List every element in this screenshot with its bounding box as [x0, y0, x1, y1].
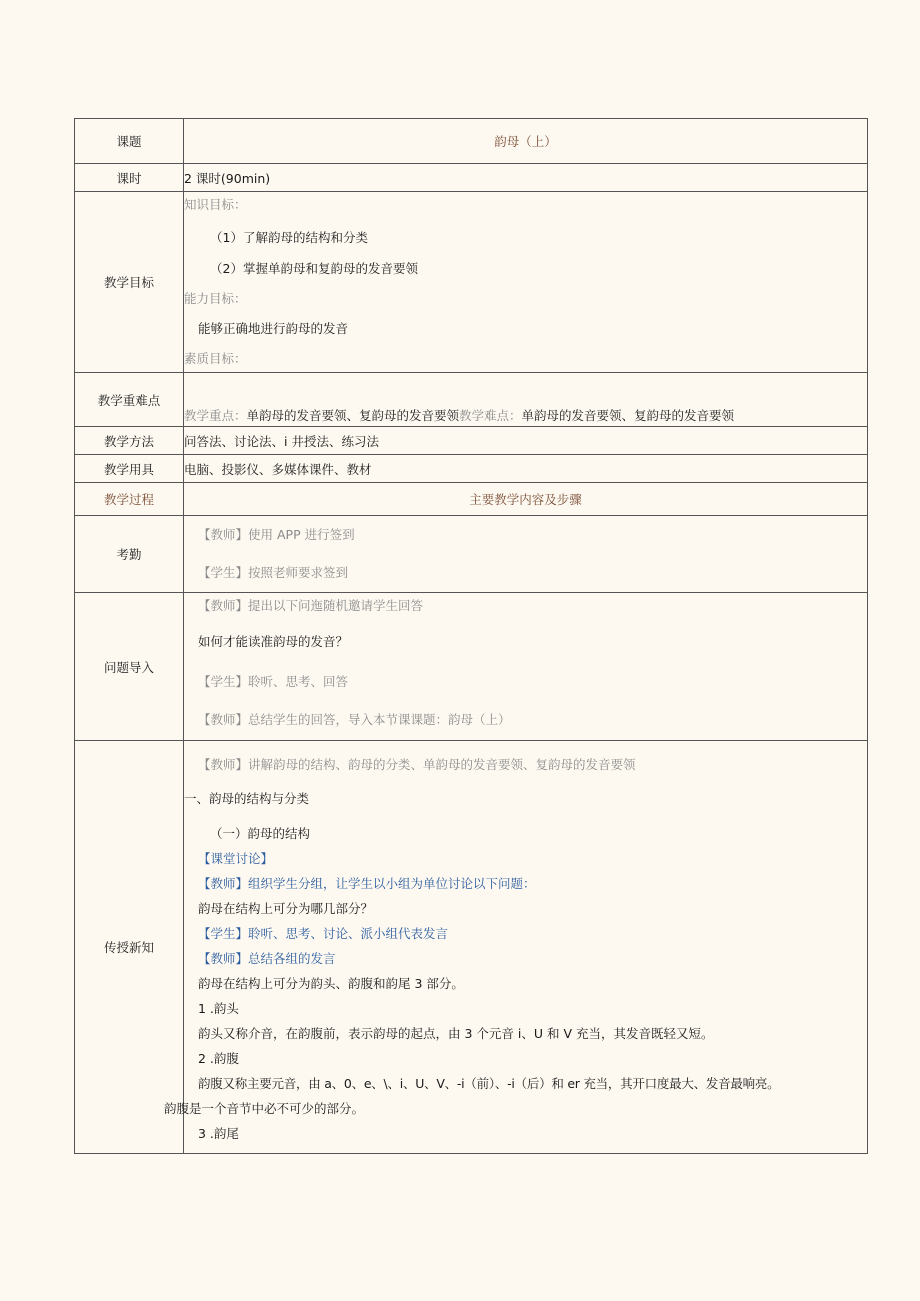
- hours-value: 2 课时(90min): [184, 164, 868, 192]
- attendance-label: 考勤: [75, 516, 184, 593]
- process-header-right: 主要教学内容及步骤: [184, 483, 868, 516]
- new-content-label: 传授新知: [75, 741, 184, 1154]
- row-hours: [75, 164, 868, 192]
- knowledge-item-1: （1）了解韵母的结构和分类: [210, 230, 368, 245]
- content-line-7: 【学生】聆听、思考、讨论、派小组代表发言: [198, 926, 449, 941]
- methods-label: 教学方法: [75, 427, 184, 455]
- content-line-12: 2 .韵腹: [198, 1051, 239, 1066]
- topic-title: 韵母（上）: [184, 119, 868, 164]
- ability-heading: 能力目标：: [184, 291, 247, 306]
- intro-line-1: 【教师】提出以下问迤随机邀请学生回答: [198, 598, 424, 613]
- process-header-left: 教学过程: [75, 483, 184, 516]
- objectives-label: 教学目标: [75, 192, 184, 373]
- methods-value: 问答法、讨论法、i 井授法、练习法: [184, 427, 868, 455]
- content-line-5: 【教师】组织学生分组，让学生以小组为单位讨论以下问题：: [198, 876, 536, 891]
- knowledge-item-2: （2）掌握单韵母和复韵母的发音要领: [210, 261, 418, 276]
- difficult-label: 教学难点：: [459, 408, 522, 423]
- content-line-4: 【课堂讨论】: [198, 851, 274, 866]
- content-line-14: 韵腹是一个音节中必不可少的部分。: [164, 1101, 365, 1116]
- row-attendance: [75, 516, 868, 593]
- row-key-points: [75, 373, 868, 427]
- key-points-label: 教学重难点: [75, 373, 184, 427]
- content-line-11: 韵头又称介音，在韵腹前，表示韵母的起点，由 3 个元音 i、U 和 V 充当，其发音既轻又短。: [198, 1026, 714, 1041]
- content-line-6: 韵母在结构上可分为哪几部分？: [198, 901, 374, 916]
- knowledge-heading: 知识目标：: [184, 197, 247, 212]
- row-objectives: [75, 192, 868, 373]
- intro-line-4: 【教师】总结学生的回答，导入本节课课题：韵母（上）: [198, 712, 511, 727]
- difficult-text: 单韵母的发音要领、复韵母的发音要领: [521, 408, 735, 423]
- row-methods: [75, 427, 868, 455]
- row-tools: [75, 455, 868, 483]
- content-line-1: 【教师】讲解韵母的结构、韵母的分类、单韵母的发音要领、复韵母的发音要领: [198, 757, 636, 772]
- content-line-13: 韵腹又称主要元音，由 a、0、e、\、i、U、V、-i（前）、-i（后）和 er 充当，其开口度最大、发音最响亮。: [198, 1076, 780, 1091]
- quality-heading: 素质目标：: [184, 351, 247, 366]
- content-line-8: 【教师】总结各组的发言: [198, 951, 336, 966]
- attendance-line-1: 【教师】使用 APP 进行签到: [198, 527, 355, 542]
- row-new-content: [75, 741, 868, 1154]
- row-intro: [75, 593, 868, 741]
- key-text: 单韵母的发音要领、复韵母的发音要领: [246, 408, 460, 423]
- tools-label: 教学用具: [75, 455, 184, 483]
- intro-line-2: 如何才能读准韵母的发音？: [198, 634, 349, 649]
- lesson-plan-table: [74, 118, 868, 1154]
- attendance-line-2: 【学生】按照老师要求签到: [198, 565, 349, 580]
- row-topic: [75, 119, 868, 164]
- intro-line-3: 【学生】聆听、思考、回答: [198, 674, 349, 689]
- content-line-15: 3 .韵尾: [198, 1126, 239, 1141]
- content-line-3: （一）韵母的结构: [210, 826, 311, 841]
- content-line-10: 1 .韵头: [198, 1001, 239, 1016]
- row-process-header: [75, 483, 868, 516]
- content-line-2: 一、韵母的结构与分类: [184, 791, 310, 806]
- ability-item-1: 能够正确地进行韵母的发音: [198, 321, 349, 336]
- content-line-9: 韵母在结构上可分为韵头、韵腹和韵尾 3 部分。: [198, 976, 464, 991]
- key-label: 教学重点：: [184, 408, 247, 423]
- hours-label: 课时: [75, 164, 184, 192]
- tools-value: 电脑、投影仪、多媒体课件、教材: [184, 455, 868, 483]
- topic-label: 课题: [75, 119, 184, 164]
- intro-label: 问题导入: [75, 593, 184, 741]
